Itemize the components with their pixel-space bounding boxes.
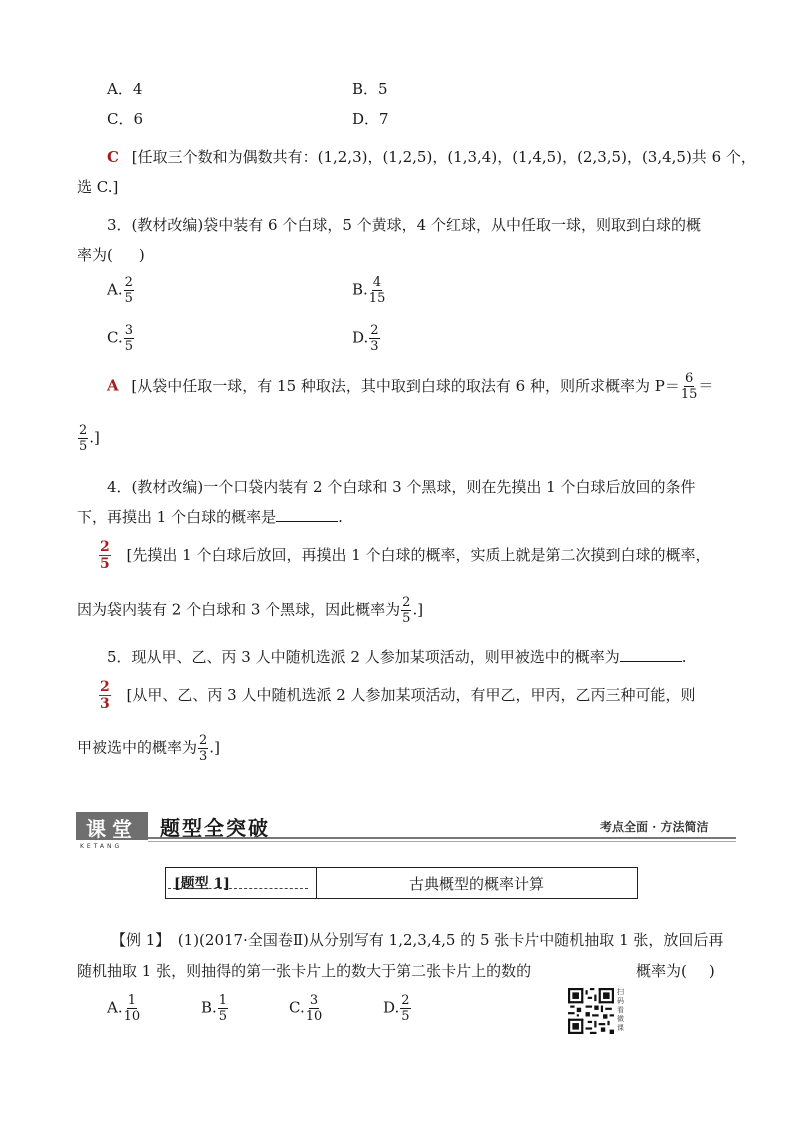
- q5-answer: $\frac{2}{3}$ [从甲、乙、丙 3 人中随机选派 2 人参加某项活动，有甲乙，甲丙，乙丙三种可能，则: [100, 679, 696, 712]
- example-1-stem-end: 概率为( ): [636, 962, 715, 980]
- q4-stem: 4．(教材改编)一个口袋内装有 2 个白球和 3 个黑球，则在先摸出 1 个白球后放回的条件: [107, 478, 696, 496]
- banner-rule-thin: [148, 841, 736, 842]
- example-1-stem: 【例 1】 (1)(2017·全国卷Ⅱ)从分别写有 1,2,3,4,5 的 5 张卡片中随机抽取 1 张，放回后再: [111, 931, 724, 949]
- q5-stem: 5．现从甲、乙、丙 3 人中随机选派 2 人参加某项活动，则甲被选中的概率为 .: [107, 648, 687, 666]
- answer-fraction: $\frac{2}{3}$: [100, 679, 110, 712]
- q3-stem: 3．(教材改编)袋中装有 6 个白球，5 个黄球，4 个红球，从中任取一球，则取到白球的概: [107, 216, 701, 234]
- type-title: 古典概型的概率计算: [408, 875, 544, 893]
- q2-answer: [107, 146, 756, 167]
- option-b: B．5: [352, 80, 388, 98]
- type-label-underline: [168, 888, 308, 889]
- example-1-stem-cont: 随机抽取 1 张，则抽得的第一张卡片上的数大于第二张卡片上的数的: [77, 962, 532, 980]
- section-title: 题型全突破: [160, 816, 270, 840]
- qr-code-icon[interactable]: [568, 988, 614, 1034]
- q3-answer: A [从袋中任取一球，有 15 种取法，其中取到白球的取法有 6 种，则所求概率为 P＝ $\frac{6}{15}$ ＝: [107, 371, 714, 402]
- answer-fraction: $\frac{2}{5}$: [100, 539, 110, 572]
- section-tab-label: 课堂: [86, 817, 138, 841]
- ex1-option-c: C. $\frac{3}{10}$: [289, 993, 323, 1024]
- qr-caption: 扫码看微课: [617, 988, 624, 1032]
- section-tab: [76, 812, 148, 850]
- q3-stem-cont: 率为( ): [77, 246, 145, 264]
- q3-option-a: A. $\frac{2}{5}$: [107, 275, 133, 306]
- option-c: C．6: [107, 110, 144, 128]
- type-label: [题型 1]: [174, 876, 230, 892]
- answer-letter: C: [107, 148, 119, 166]
- q4-solution-cont: 因为袋内装有 2 个白球和 3 个黑球，因此概率为 $\frac{2}{5}$ .]: [77, 595, 424, 626]
- question-type-box: [165, 867, 638, 899]
- q3-option-d: D. $\frac{2}{3}$: [352, 323, 379, 354]
- option-a: A．4: [107, 80, 143, 98]
- q5-solution-cont: 甲被选中的概率为 $\frac{2}{3}$ .]: [77, 733, 220, 764]
- answer-text: [任取三个数和为偶数共有：(1,2,3)，(1,2,5)，(1,3,4)，(1,4,5)，(2,3,5)，(3,4,5)共 6 个，: [131, 148, 756, 166]
- section-subtitle: 考点全面 · 方法简洁: [600, 820, 709, 834]
- ex1-option-b: B. $\frac{1}{5}$: [201, 993, 228, 1024]
- q3-answer-cont: $\frac{2}{5}$ .]: [79, 423, 100, 454]
- q2-answer-cont: 选 C.]: [77, 178, 119, 196]
- answer-letter: A: [107, 376, 119, 395]
- q4-stem-cont: 下，再摸出 1 个白球的概率是 .: [77, 508, 343, 526]
- option-d: D．7: [352, 110, 389, 128]
- q3-option-c: C. $\frac{3}{5}$: [107, 323, 133, 354]
- ex1-option-d: D. $\frac{2}{5}$: [383, 993, 410, 1024]
- q4-answer: $\frac{2}{5}$ [先摸出 1 个白球后放回，再摸出 1 个白球的概率，实质上就是第二次摸到白球的概率，: [100, 539, 711, 572]
- ex1-option-a: A. $\frac{1}{10}$: [107, 993, 141, 1024]
- q3-option-b: B. $\frac{4}{15}$: [352, 275, 386, 306]
- section-tab-pinyin: KETANG: [80, 843, 123, 850]
